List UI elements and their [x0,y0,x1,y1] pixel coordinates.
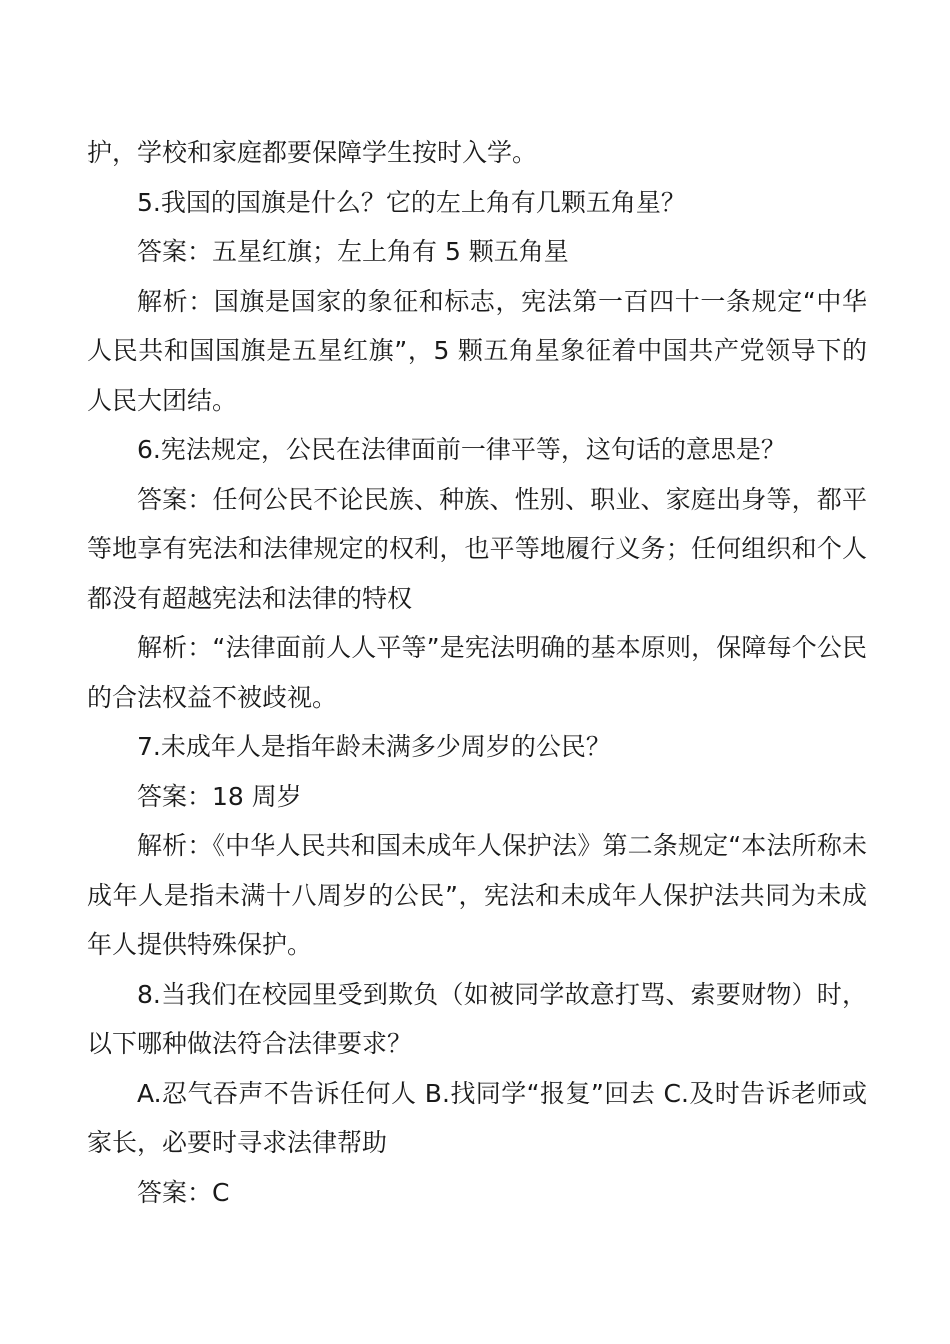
explanation-6: 解析：“法律面前人人平等”是宪法明确的基本原则，保障每个公民的合法权益不被歧视。 [87,633,867,712]
answer-5: 答案：五星红旗；左上角有 5 颗五角星 [137,237,569,266]
question-8: 8.当我们在校园里受到欺负（如被同学故意打骂、索要财物）时，以下哪种做法符合法律要求？ [87,979,867,1058]
explanation-5: 解析：国旗是国家的象征和标志，宪法第一百四十一条规定“中华人民共和国国旗是五星红旗”，5 颗五角星象征着中国共产党领导下的人民大团结。 [87,286,867,415]
question-6: 6.宪法规定，公民在法律面前一律平等，这句话的意思是？ [137,435,786,464]
question-5: 5.我国的国旗是什么？它的左上角有几颗五角星？ [137,187,686,217]
question-7: 7.未成年人是指年龄未满多少周岁的公民？ [137,732,611,761]
explanation-7: 解析：《中华人民共和国未成年人保护法》第二条规定“本法所称未成年人是指未满十八周岁的公民”，宪法和未成年人保护法共同为未成年人提供特殊保护。 [87,831,867,959]
options-8: A.忍气吞声不告诉任何人 B.找同学“报复”回去 C.及时告诉老师或家长，必要时寻求法律帮助 [87,1078,867,1157]
paragraph-continuation: 护，学校和家庭都要保障学生按时入学。 [87,138,538,167]
document-body [87,128,867,1217]
answer-7: 答案：18 周岁 [137,781,302,811]
answer-6: 答案：任何公民不论民族、种族、性别、职业、家庭出身等，都平等地享有宪法和法律规定的权利，也平等地履行义务；任何组织和个人都没有超越宪法和法律的特权 [87,484,867,613]
answer-8: 答案：C [137,1177,230,1207]
